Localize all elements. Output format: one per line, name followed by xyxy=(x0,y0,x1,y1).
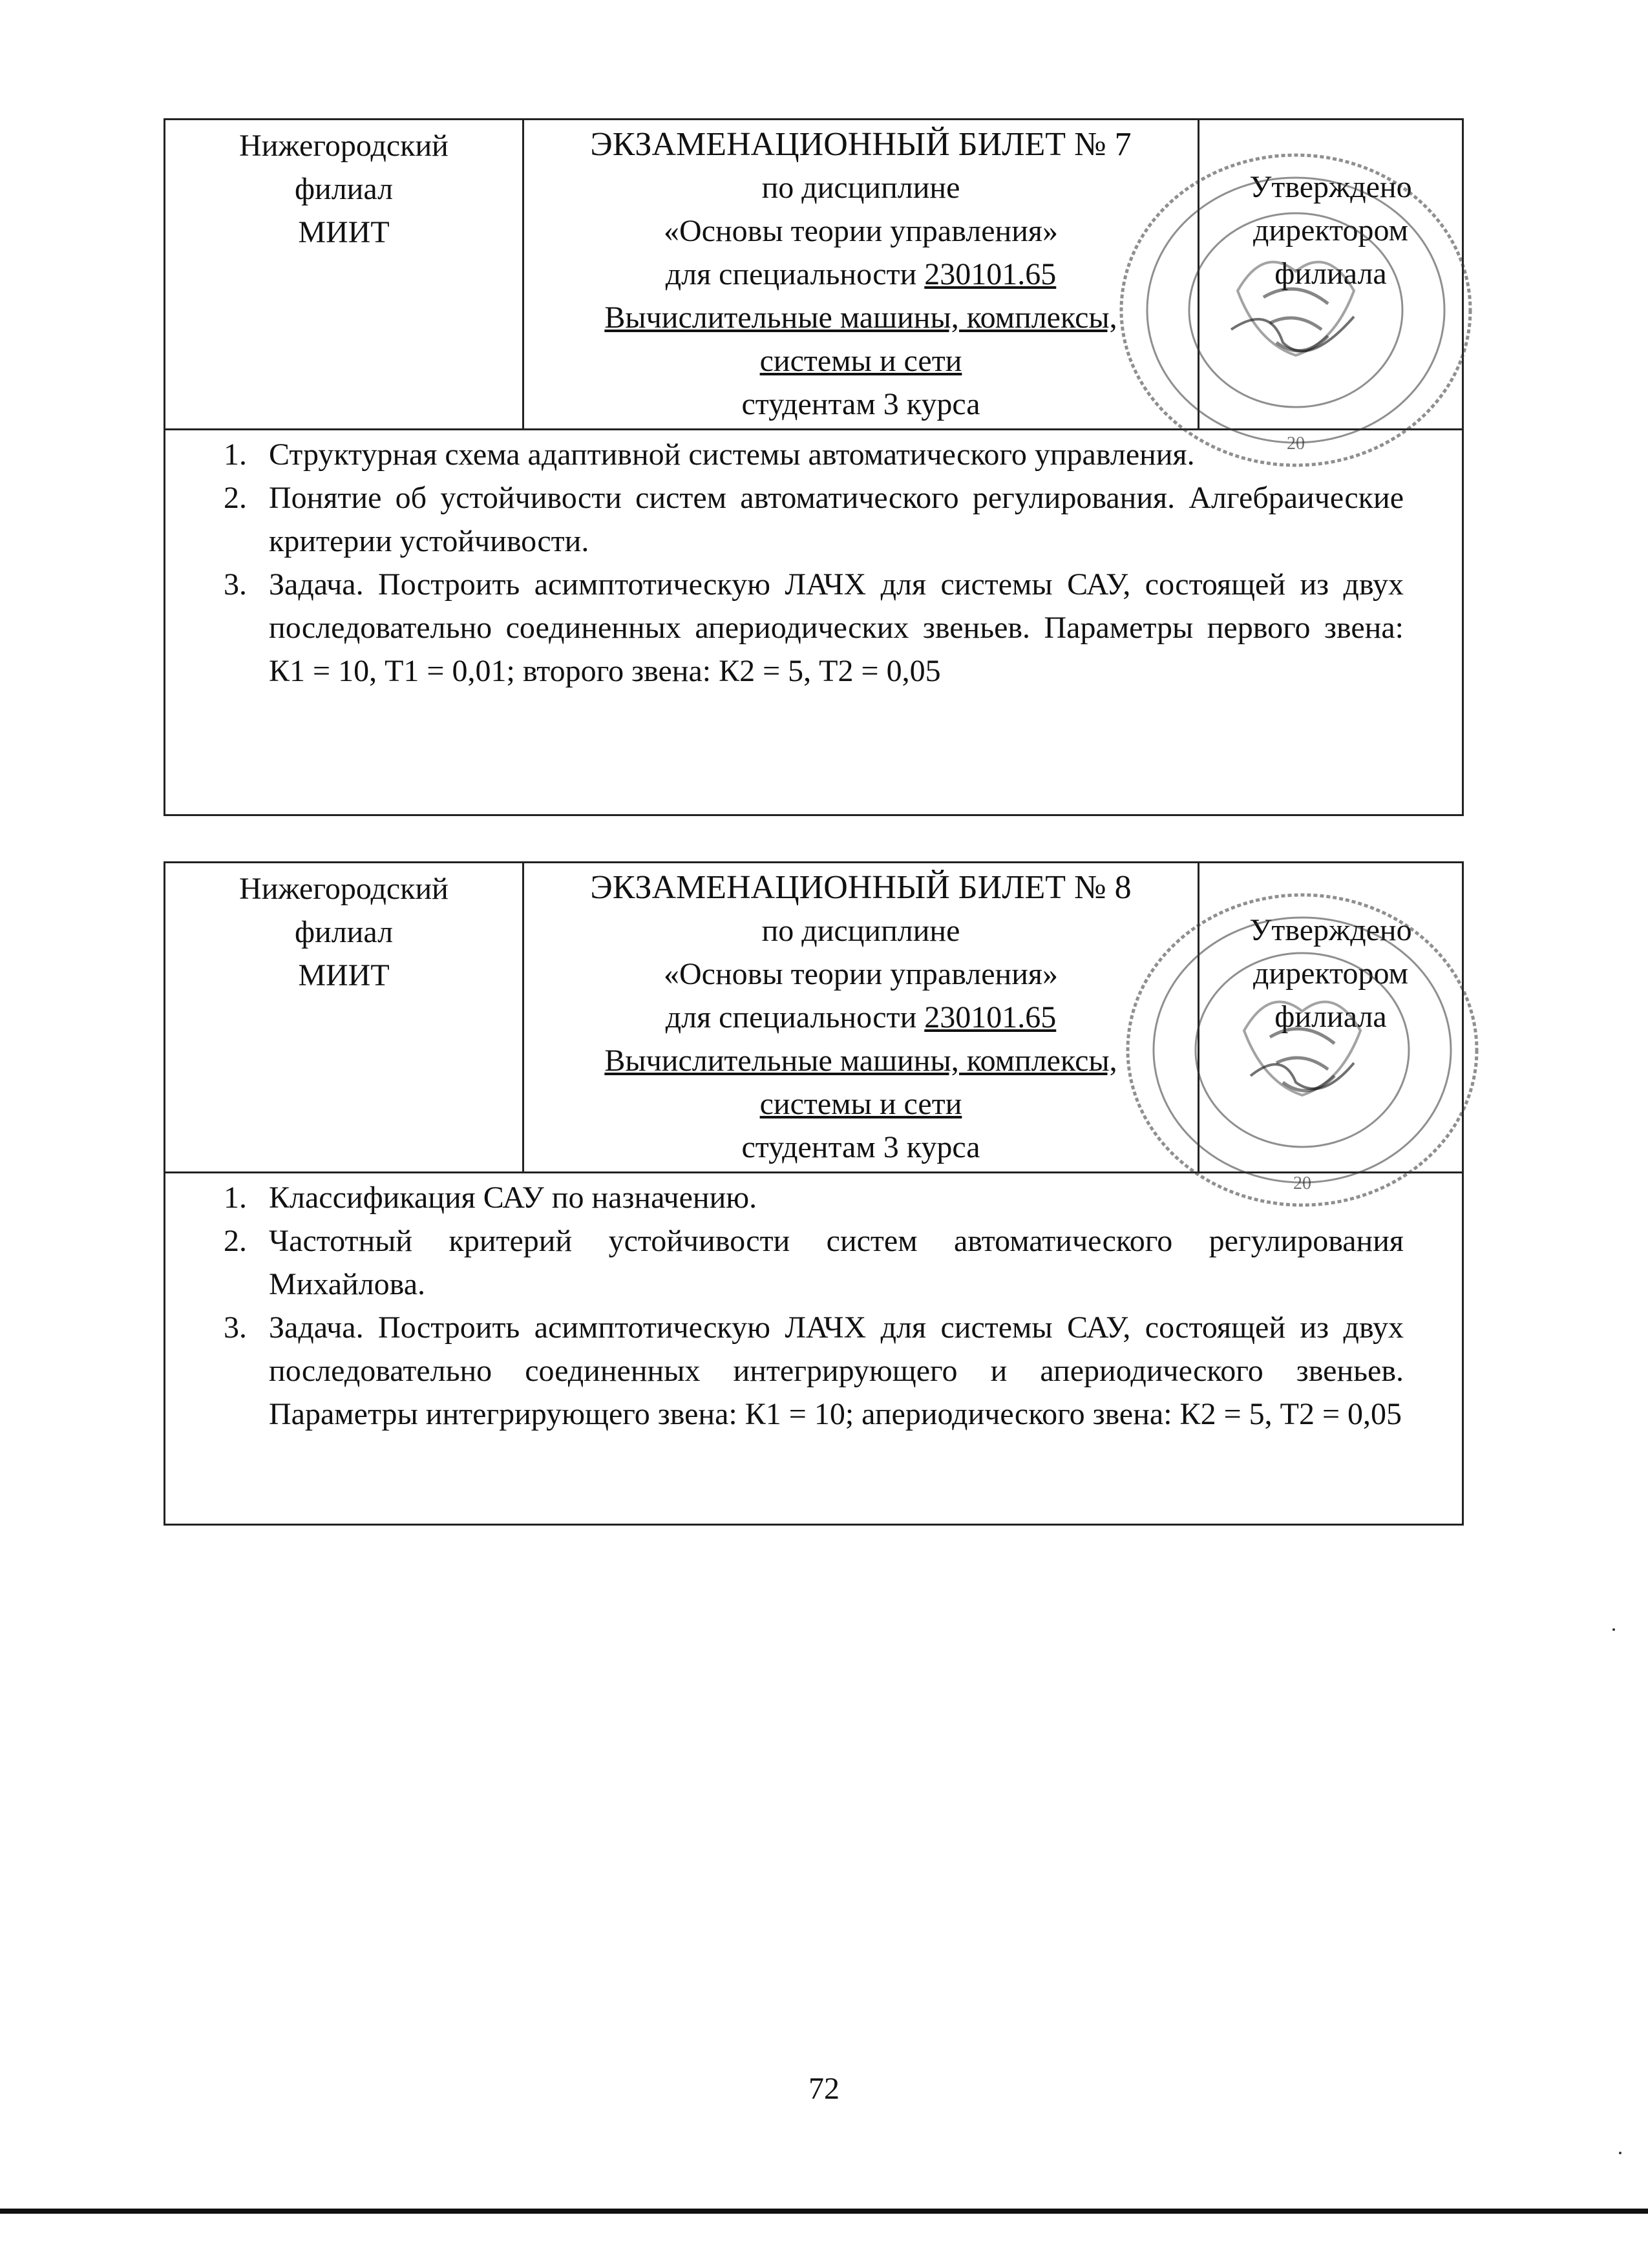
discipline-name: «Основы теории управления» xyxy=(664,957,1058,991)
exam-ticket-7 xyxy=(164,118,1464,816)
ticket-title: ЭКЗАМЕНАЦИОННЫЙ БИЛЕТ № 8 xyxy=(590,869,1132,906)
students-course: студентам 3 курса xyxy=(741,1130,980,1164)
question-list xyxy=(165,1173,1462,1436)
specialty-prefix: для специальности xyxy=(665,1000,925,1034)
ticket-info-cell xyxy=(524,863,1199,1171)
specialty-code: 230101.65 xyxy=(924,1000,1057,1034)
specialty-line xyxy=(524,996,1198,1039)
question-item xyxy=(224,563,1404,693)
ticket-header xyxy=(165,120,1462,430)
question-text: Задача. Построить асимптотическую ЛАЧХ для системы САУ, состоящей из двух последовательно соединенных апериодических звеньев. Параметры первого звена: К1 = 10, Т1 = 0,01; второго звена: К2 = 5, Т2 = 0,05 xyxy=(269,567,1404,688)
scan-speck xyxy=(1612,1628,1615,1631)
approval-cell xyxy=(1199,120,1462,428)
discipline-label: по дисциплине xyxy=(761,914,960,948)
question-text: Понятие об устойчивости систем автоматического регулирования. Алгебраические критерии устойчивости. xyxy=(269,481,1404,558)
discipline-name: «Основы теории управления» xyxy=(664,214,1058,248)
question-number: 3. xyxy=(224,567,247,602)
question-number: 3. xyxy=(224,1310,247,1345)
stamp-year-text: 20 xyxy=(1293,1173,1311,1193)
exam-ticket-8 xyxy=(164,861,1464,1526)
page-number: 72 xyxy=(808,2072,840,2106)
question-text: Задача. Построить асимптотическую ЛАЧХ для системы САУ, состоящей из двух последовательно соединенных интегрирующего и апериодического звеньев. Параметры интегрирующего звена: К1 = 10; апериодического звена: К2 = 5, Т2 = 0,05 xyxy=(269,1310,1404,1431)
question-text: Частотный критерий устойчивости систем автоматического регулирования Михайлова. xyxy=(269,1224,1404,1301)
question-number: 2. xyxy=(224,1224,247,1258)
approval-line: Утверждено xyxy=(1249,913,1412,947)
institution-line: Нижегородский xyxy=(239,872,449,906)
stamp-year-text: 20 xyxy=(1287,434,1305,454)
specialty-line xyxy=(524,253,1198,296)
institution-line: филиал xyxy=(294,915,394,949)
ticket-title: ЭКЗАМЕНАЦИОННЫЙ БИЛЕТ № 7 xyxy=(590,126,1132,163)
institution-line: Нижегородский xyxy=(239,129,449,163)
specialty-code: 230101.65 xyxy=(924,257,1057,291)
specialty-name: Вычислительные машины, комплексы, xyxy=(604,300,1117,335)
question-item xyxy=(224,476,1404,563)
question-item xyxy=(224,1219,1404,1306)
approval-line: директором xyxy=(1253,213,1408,247)
specialty-prefix: для специальности xyxy=(665,257,925,291)
question-number: 1. xyxy=(224,437,247,472)
approval-cell xyxy=(1199,863,1462,1171)
institution-line: МИИТ xyxy=(298,215,390,249)
discipline-label: по дисциплине xyxy=(761,171,960,205)
specialty-name: Вычислительные машины, комплексы, xyxy=(604,1044,1117,1078)
question-list xyxy=(165,430,1462,693)
ticket-info-cell xyxy=(524,120,1199,428)
approval-line: директором xyxy=(1253,956,1408,991)
institution-line: филиал xyxy=(294,172,394,206)
specialty-name: системы и сети xyxy=(759,1087,962,1121)
question-text: Классификация САУ по назначению. xyxy=(269,1181,757,1215)
question-item xyxy=(224,1306,1404,1436)
question-text: Структурная схема адаптивной системы автоматического управления. xyxy=(269,437,1195,472)
approval-line: филиала xyxy=(1274,1000,1387,1034)
question-number: 1. xyxy=(224,1181,247,1215)
bottom-rule xyxy=(0,2209,1648,2214)
question-number: 2. xyxy=(224,481,247,515)
institution-cell xyxy=(165,863,524,1171)
ticket-header xyxy=(165,863,1462,1173)
approval-line: Утверждено xyxy=(1249,170,1412,204)
specialty-name: системы и сети xyxy=(759,344,962,378)
institution-cell xyxy=(165,120,524,428)
students-course: студентам 3 курса xyxy=(741,387,980,421)
question-item xyxy=(224,1176,1404,1219)
approval-line: филиала xyxy=(1274,257,1387,291)
institution-line: МИИТ xyxy=(298,958,390,992)
question-item xyxy=(224,433,1404,476)
scan-speck xyxy=(1619,2152,1622,2154)
